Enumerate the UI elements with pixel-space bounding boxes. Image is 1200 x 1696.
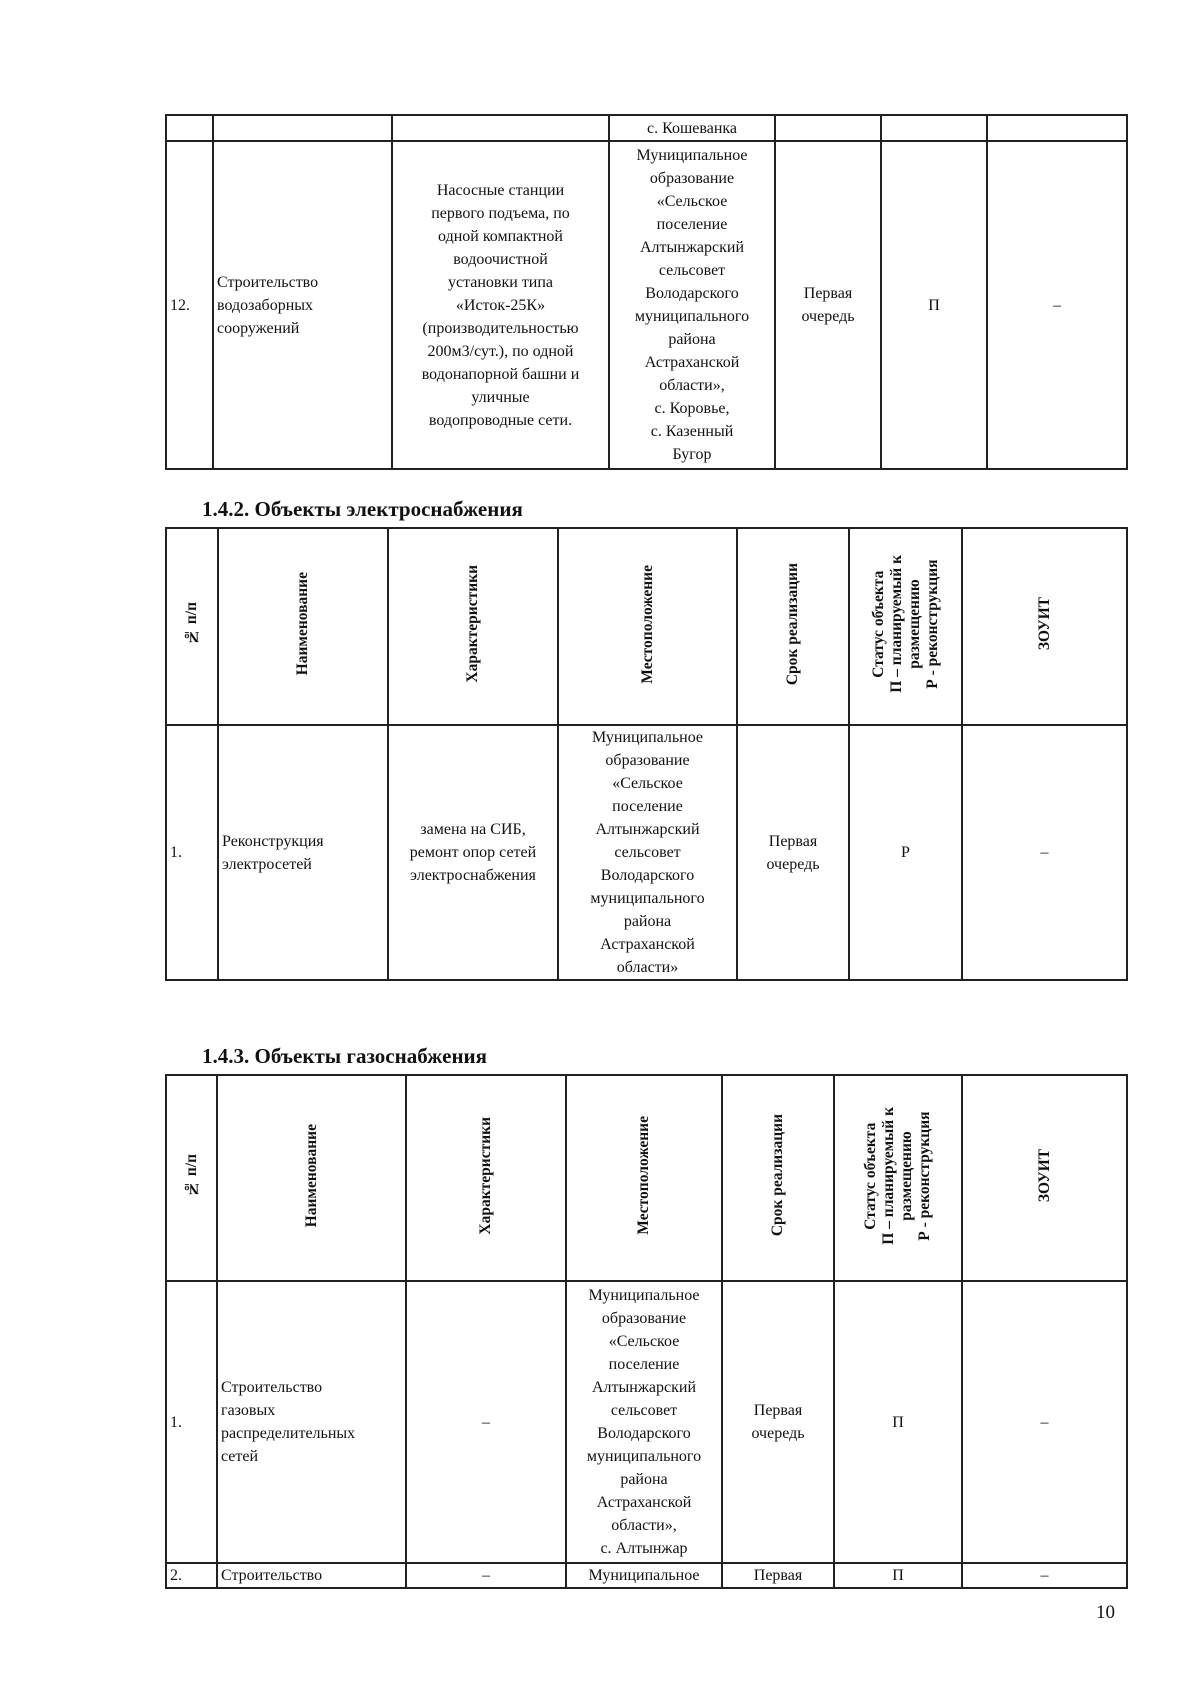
- implementation-term: Первая очередь: [775, 141, 881, 469]
- object-characteristics: Насосные станции первого подъема, по одной компактной водоочистной установки типа «Исток-25К» (производительностью 200м3/сут.), по одной водонапорной башни и уличные водопроводные сети.: [392, 141, 609, 469]
- row-number: 1.: [166, 725, 218, 980]
- row-number: [166, 115, 213, 141]
- row-number: 2.: [166, 1563, 217, 1588]
- water-supply-table: [165, 114, 1128, 470]
- section-heading-power: 1.4.2. Объекты электроснабжения: [202, 497, 523, 521]
- object-status: П: [834, 1281, 962, 1563]
- header-zouit: ЗОУИТ: [962, 1075, 1127, 1281]
- object-location: Муниципальное образование «Сельское поселение Алтынжарский сельсовет Володарского муниципального района Астраханской области», с. Алтынжар: [566, 1281, 722, 1563]
- object-location: Муниципальное образование «Сельское поселение Алтынжарский сельсовет Володарского муниципального района Астраханской области»: [558, 725, 737, 980]
- header-location: Местоположение: [558, 528, 737, 725]
- page-number: 10: [1096, 1602, 1115, 1623]
- power-supply-table: [165, 527, 1128, 981]
- row-number: 12.: [166, 141, 213, 469]
- header-name: Наименование: [217, 1075, 406, 1281]
- zouit: –: [987, 141, 1127, 469]
- implementation-term: Первая очередь: [737, 725, 849, 980]
- implementation-term: Первая: [722, 1563, 834, 1588]
- table-header-row: [166, 528, 1127, 725]
- section-heading-gas: 1.4.3. Объекты газоснабжения: [202, 1044, 488, 1068]
- object-status: Р: [849, 725, 962, 980]
- zouit: [987, 115, 1127, 141]
- zouit: –: [962, 725, 1127, 980]
- table-row: [166, 141, 1127, 469]
- object-characteristics: –: [406, 1563, 566, 1588]
- object-location: Муниципальное образование «Сельское поселение Алтынжарский сельсовет Володарского муниципального района Астраханской области», с. Коровье, с. Казенный Бугор: [609, 141, 775, 469]
- object-characteristics: замена на СИБ, ремонт опор сетей электроснабжения: [388, 725, 558, 980]
- header-term: Срок реализации: [737, 528, 849, 725]
- header-zouit: ЗОУИТ: [962, 528, 1127, 725]
- table-row: [166, 115, 1127, 141]
- header-term: Срок реализации: [722, 1075, 834, 1281]
- object-characteristics: [392, 115, 609, 141]
- table-row: [166, 1281, 1127, 1563]
- header-characteristics: Характеристики: [388, 528, 558, 725]
- header-characteristics: Характеристики: [406, 1075, 566, 1281]
- zouit: –: [962, 1563, 1127, 1588]
- header-name: Наименование: [218, 528, 388, 725]
- header-location: Местоположение: [566, 1075, 722, 1281]
- object-location: с. Кошеванка: [609, 115, 775, 141]
- header-status: Статус объекта П – планируемый к размещению Р - реконструкция: [834, 1075, 962, 1281]
- header-status: Статус объекта П – планируемый к размещению Р - реконструкция: [849, 528, 962, 725]
- header-number: № п/п: [166, 1075, 217, 1281]
- gas-supply-table: [165, 1074, 1128, 1589]
- object-status: [881, 115, 987, 141]
- object-name: Реконструкция электросетей: [218, 725, 388, 980]
- object-status: П: [834, 1563, 962, 1588]
- table-header-row: [166, 1075, 1127, 1281]
- object-name: [213, 115, 392, 141]
- row-number: 1.: [166, 1281, 217, 1563]
- table-row: [166, 725, 1127, 980]
- header-number: № п/п: [166, 528, 218, 725]
- object-name: Строительство водозаборных сооружений: [213, 141, 392, 469]
- implementation-term: Первая очередь: [722, 1281, 834, 1563]
- object-name: Строительство газовых распределительных сетей: [217, 1281, 406, 1563]
- zouit: –: [962, 1281, 1127, 1563]
- table-row: [166, 1563, 1127, 1588]
- object-characteristics: –: [406, 1281, 566, 1563]
- object-status: П: [881, 141, 987, 469]
- implementation-term: [775, 115, 881, 141]
- object-location: Муниципальное: [566, 1563, 722, 1588]
- object-name: Строительство: [217, 1563, 406, 1588]
